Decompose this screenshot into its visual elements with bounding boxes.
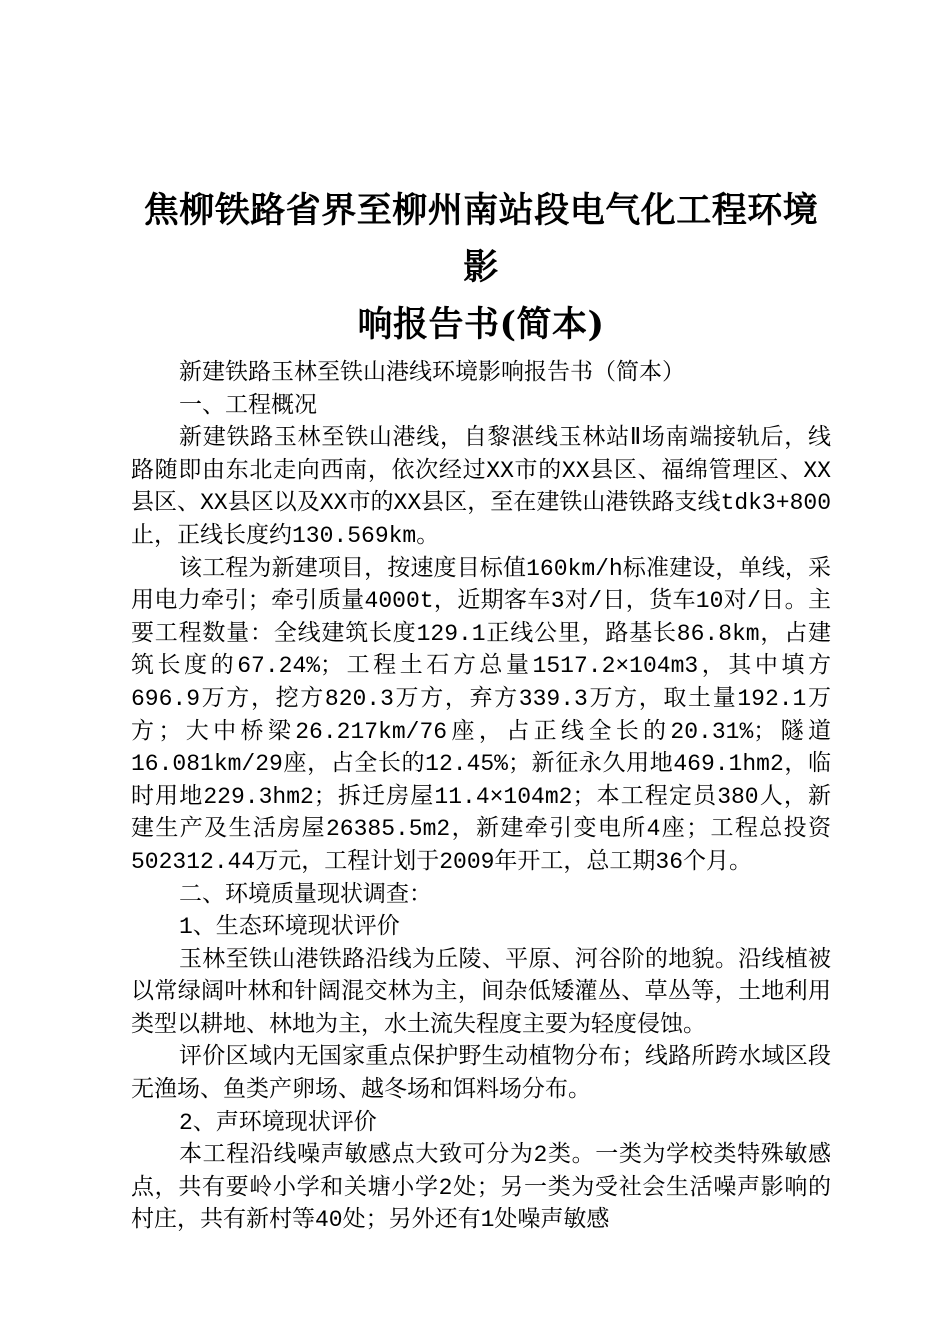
body-paragraph: 本工程沿线噪声敏感点大致可分为2类。一类为学校类特殊敏感点，共有要岭小学和关塘小学2处；另一类为受社会生活噪声影响的村庄，共有新村等40处；另外还有1处噪声敏感	[131, 1142, 831, 1234]
document-body	[131, 357, 831, 1237]
title-line-1: 焦柳铁路省界至柳州南站段电气化工程环境影	[143, 190, 819, 288]
subsection-heading-acoustic: 2、声环境现状评价	[179, 1109, 377, 1136]
subsection-heading-ecology: 1、生态环境现状评价	[179, 914, 400, 941]
document-page	[131, 182, 831, 1237]
body-paragraph: 玉林至铁山港铁路沿线为丘陵、平原、河谷阶的地貌。沿线植被以常绿阔叶林和针阔混交林为主，间杂低矮灌丛、草丛等，土地利用类型以耕地、林地为主，水土流失程度主要为轻度侵蚀。	[131, 946, 831, 1038]
subtitle-paragraph: 新建铁路玉林至铁山港线环境影响报告书（简本）	[179, 360, 685, 386]
body-paragraph: 评价区域内无国家重点保护野生动植物分布；线路所跨水域区段无渔场、鱼类产卵场、越冬场和饵料场分布。	[131, 1044, 831, 1104]
body-paragraph: 该工程为新建项目，按速度目标值160km/h标准建设，单线，采用电力牵引；牵引质量4000t，近期客车3对/日，货车10对/日。主要工程数量：全线建筑长度129.1正线公里，路基长86.8km，占建筑长度的67.24%；工程土石方总量1517.2×104m3，其中填方696.9万方，挖方820.3万方，弃方339.3万方，取土量192.1万方；大中桥梁26.217km/76座，占正线全长的20.31%；隧道16.081km/29座，占全长的12.45%；新征永久用地469.1hm2，临时用地229.3hm2；拆迁房屋11.4×104m2；本工程定员380人，新建生产及生活房屋26385.5m2，新建牵引变电所4座；工程总投资502312.44万元，工程计划于2009年开工，总工期36个月。	[131, 555, 831, 875]
title-line-2: 响报告书(简本)	[357, 304, 605, 345]
body-paragraph: 新建铁路玉林至铁山港线，自黎湛线玉林站Ⅱ场南端接轨后，线路随即由东北走向西南，依次经过XX市的XX县区、福绵管理区、XX县区、XX县区以及XX市的XX县区，至在建铁山港铁路支线tdk3+800止，正线长度约130.569km。	[131, 425, 831, 549]
section-heading-project-overview: 一、工程概况	[179, 392, 317, 419]
document-title	[131, 182, 831, 353]
section-heading-environment-survey: 二、环境质量现状调查：	[179, 881, 432, 908]
